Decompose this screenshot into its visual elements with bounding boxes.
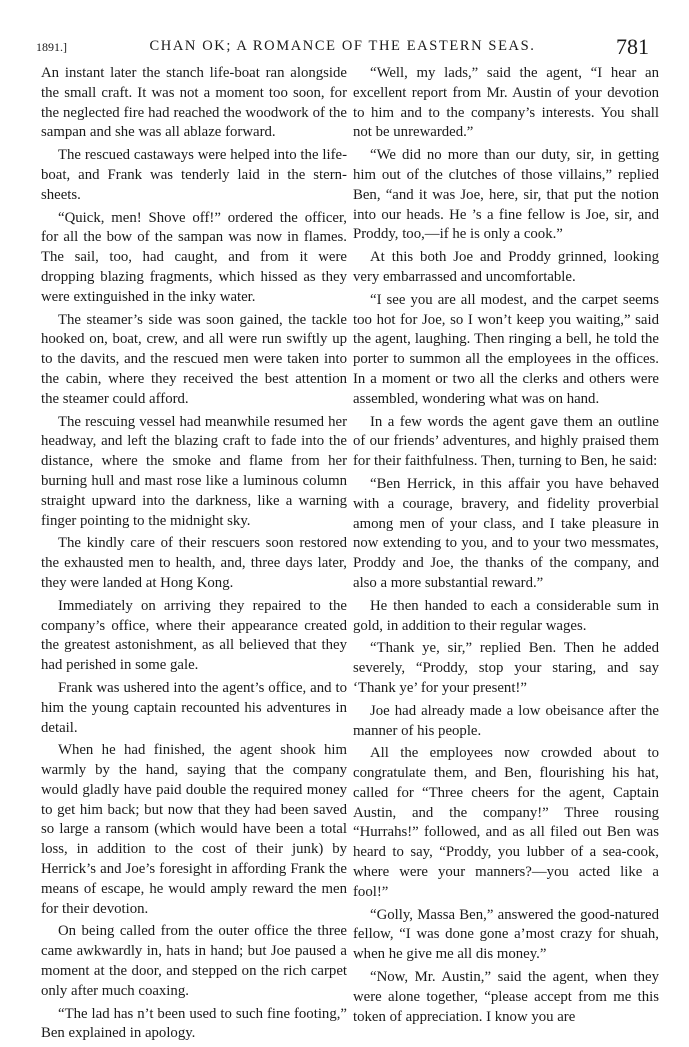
paragraph: “Now, Mr. Austin,” said the agent, when they were alone together, “please accept from me this token of appreciation. I know you are [353, 969, 659, 1025]
paragraph: “Thank ye, sir,” replied Ben. Then he added severely, “Proddy, stop your staring, and say ‘Thank ye’ for your present!” [353, 640, 659, 696]
paragraph: “Well, my lads,” said the agent, “I hear an excellent report from Mr. Austin of your devotion to him and to the company’s interests. You shall not be unrewarded.” [353, 65, 659, 141]
paragraph: “Ben Herrick, in this affair you have behaved with a courage, bravery, and fidelity proverbial among men of your class, and I take pleasure in now extending to you, and to your two messmates, Proddy and Joe, the thanks of the company, and also a more substantial reward.” [353, 475, 659, 591]
paragraph: Frank was ushered into the agent’s office, and to him the young captain recounted his adventures in detail. [41, 679, 347, 736]
paragraph: “We did no more than our duty, sir, in getting him out of the clutches of those villains,” replied Ben, “and it was Joe, here, sir, that put the notion into our heads. He ’s a fine fellow is Joe, sir, and Proddy, too,—if he is only a cook.” [353, 147, 659, 243]
paragraph: Joe had already made a low obeisance after the manner of his people. [353, 702, 659, 739]
paragraph: “I see you are all modest, and the carpet seems too hot for Joe, so I won’t keep you waiting,” said the agent, laughing. Then ringing a bell, he told the porter to summon all the employees in the offices. In a moment or two all the clerks and others were assembled, wondering what was on hand. [353, 291, 659, 407]
paragraph: At this both Joe and Proddy grinned, looking very embarrassed and uncomfortable. [353, 249, 659, 285]
paragraph: All the employees now crowded about to congratulate them, and Ben, flourishing his hat, called for “Three cheers for the agent, Captain Austin, and the company!” Three rousing “Hurrahs!” followed, and as all filed out Ben was heard to say, “Proddy, you lubber of a sea-cook, where were your manners?—you acted like a fool!” [353, 745, 659, 900]
left-column [41, 64, 347, 1047]
paragraph: “Quick, men! Shove off!” ordered the officer, for all the bow of the sampan was now in flames. The sail, too, had caught, and from it were dropping blazing fragments, which hissed as they were extinguished in the inky water. [41, 209, 347, 305]
header-year: 1891.] [36, 40, 67, 54]
paragraph: “The lad has n’t been used to such fine footing,” Ben explained in apology. [41, 1005, 347, 1042]
paragraph: He then handed to each a considerable sum in gold, in addition to their regular wages. [353, 597, 659, 634]
page-number: 781 [616, 34, 649, 59]
paragraph: An instant later the stanch life-boat ran alongside the small craft. It was not a moment too soon, for the neglected fire had reached the woodwork of the sampan and she was all ablaze forward. [41, 65, 347, 141]
paragraph: When he had finished, the agent shook him warmly by the hand, saying that the company would gladly have paid double the required money to get him back; but now that they had been saved so large a ransom (which would have been a total loss, in addition to the cost of their junk) by Herrick’s and Joe’s foresight in affording Frank the means of escape, he would amply reward the men for their devotion. [41, 742, 347, 917]
paragraph: In a few words the agent gave them an outline of our friends’ adventures, and highly praised them for their faithfulness. Then, turning to Ben, he said: [353, 413, 659, 470]
paragraph: The kindly care of their rescuers soon restored the exhausted men to health, and, three days later, they were landed at Hong Kong. [41, 535, 347, 591]
paragraph: The rescued castaways were helped into the life-boat, and Frank was tenderly laid in the stern-sheets. [41, 147, 347, 203]
paragraph: The rescuing vessel had meanwhile resumed her headway, and left the blazing craft to fade into the distance, where the smoke and flame from her burning hull and mast rose like a luminous column straight upward into the darkness, like a warning finger pointing to the midnight sky. [41, 413, 347, 529]
paragraph: The steamer’s side was soon gained, the tackle hooked on, boat, crew, and all were run swiftly up to the davits, and the rescued men were taken into the cabin, where they received the best attention the steamer could afford. [41, 311, 347, 407]
paragraph: On being called from the outer office the three came awkwardly in, hats in hand; but Joe paused a moment at the door, and stepped on the rich carpet only after much coaxing. [41, 923, 347, 999]
paragraph: Immediately on arriving they repaired to the company’s office, where their appearance created the greatest astonishment, as all believed that they had perished in some gale. [41, 597, 347, 674]
header-title: CHAN OK; A ROMANCE OF THE EASTERN SEAS. [149, 38, 536, 54]
running-header [36, 34, 649, 62]
paragraph: “Golly, Massa Ben,” answered the good-natured fellow, “I was done gone a’most crazy for shuah, when he give me all dis money.” [353, 906, 659, 963]
right-column [353, 64, 659, 1030]
